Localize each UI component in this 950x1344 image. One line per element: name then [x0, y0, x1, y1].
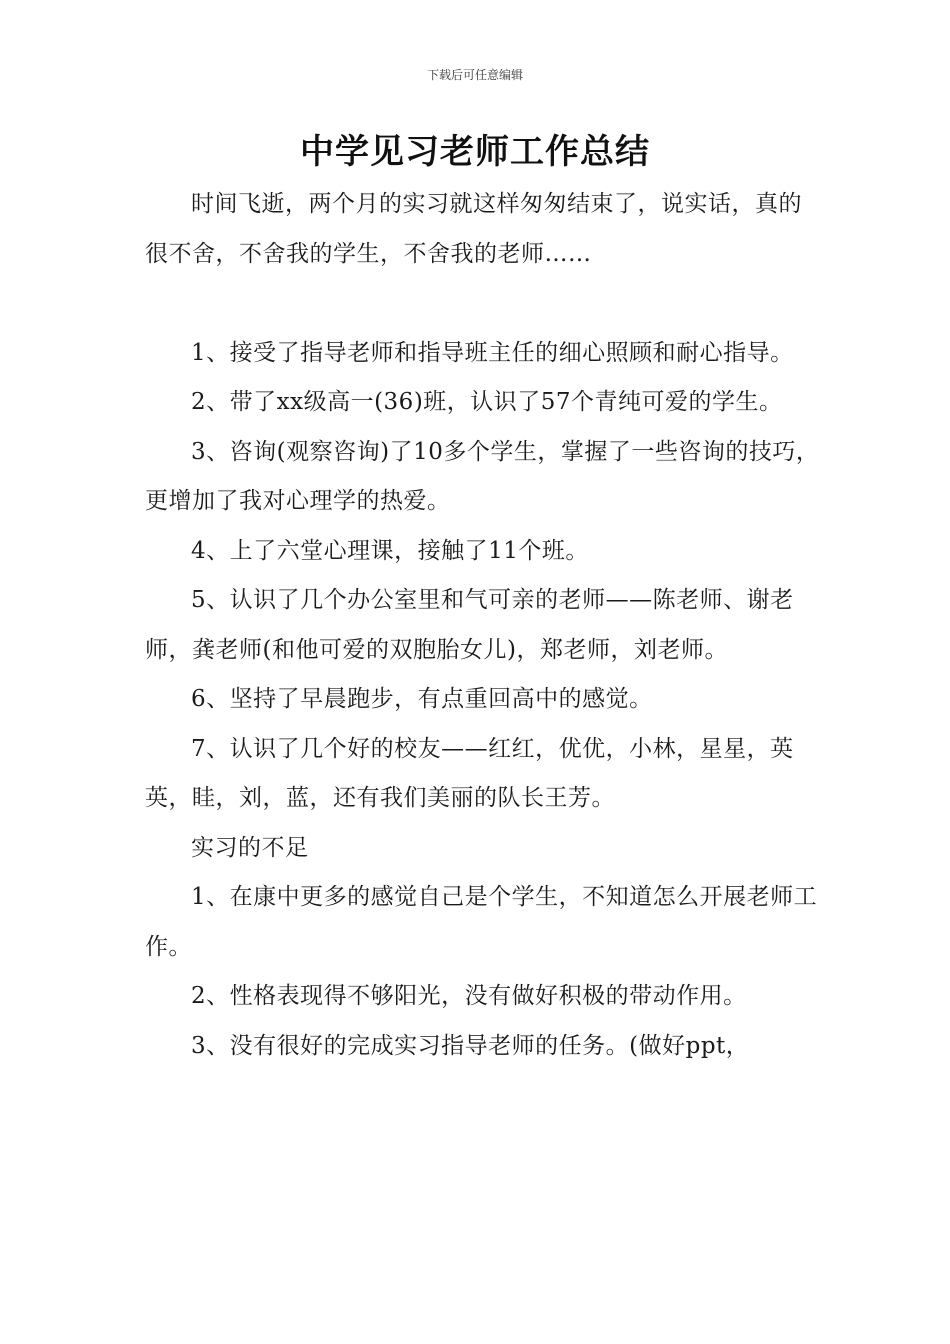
paragraph-item: 3、没有很好的完成实习指导老师的任务。(做好ppt， — [191, 1032, 750, 1059]
page-header-note: 下载后可任意编辑 — [426, 68, 523, 82]
paragraph-item: 1、接受了指导老师和指导班主任的细心照顾和耐心指导。 — [191, 339, 794, 366]
paragraph-item: 1、在康中更多的感觉自己是个学生，不知道怎么开展老师工作。 — [145, 884, 818, 960]
paragraph-item: 5、认识了几个办公室里和气可亲的老师——陈老师、谢老师，龚老师(和他可爱的双胞胎女儿)，郑老师，刘老师。 — [145, 587, 794, 663]
paragraph-item: 2、带了xx级高一(36)班，认识了57个青纯可爱的学生。 — [191, 389, 783, 415]
paragraph-item: 3、咨询(观察咨询)了10多个学生，掌握了一些咨询的技巧，更增加了我对心理学的热爱。 — [145, 438, 820, 514]
paragraph-intro: 时间飞逝，两个月的实习就这样匆匆结束了，说实话，真的很不舍，不舍我的学生，不舍我的老师…… — [145, 191, 802, 267]
paragraph-item: 7、认识了几个好的校友——红红，优优，小林，星星，英英，眭，刘，蓝，还有我们美丽的队长王芳。 — [145, 735, 794, 811]
paragraph-item: 4、上了六堂心理课，接触了11个班。 — [191, 537, 589, 564]
document-body — [145, 180, 825, 1071]
paragraph-item: 2、性格表现得不够阳光，没有做好积极的带动作用。 — [191, 983, 747, 1009]
paragraph-item: 6、坚持了早晨跑步，有点重回高中的感觉。 — [191, 686, 653, 712]
blank-line — [145, 279, 825, 329]
document-title: 中学见习老师工作总结 — [300, 132, 650, 172]
section-heading-shortcomings: 实习的不足 — [191, 834, 309, 861]
